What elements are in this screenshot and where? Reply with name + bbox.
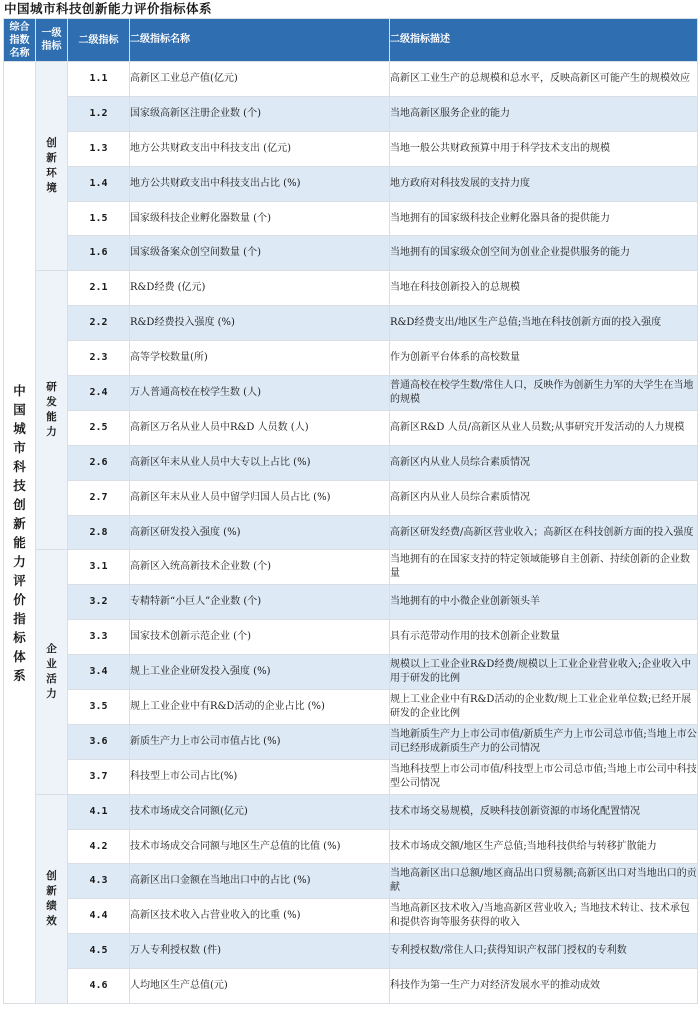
level2-name: 万人专利授权数 (件) [130, 934, 390, 969]
table-row [4, 236, 698, 271]
table-row [4, 480, 698, 515]
level2-name: 高新区出口金额在当地出口中的占比 (%) [130, 864, 390, 899]
level2-code: 4.1 [68, 794, 130, 829]
level2-code: 3.3 [68, 620, 130, 655]
table-row [4, 899, 698, 934]
level2-name: 新质生产力上市公司市值占比 (%) [130, 724, 390, 759]
level2-name: 高新区研发投入强度 (%) [130, 515, 390, 550]
level2-desc: 当地拥有的在国家支持的特定领域能够自主创新、持续创新的企业数量 [390, 550, 698, 585]
level2-name: 规上工业企业中有R&D活动的企业占比 (%) [130, 690, 390, 725]
level2-name: 人均地区生产总值(元) [130, 969, 390, 1004]
composite-index-name: 中国城市科技创新能力评价指标体系 [13, 382, 26, 683]
level1-cell [36, 271, 68, 550]
level2-desc: 当地拥有的国家级科技企业孵化器具备的提供能力 [390, 201, 698, 236]
level2-code: 2.7 [68, 480, 130, 515]
table-row [4, 410, 698, 445]
level2-code: 2.5 [68, 410, 130, 445]
level2-desc: 具有示范带动作用的技术创新企业数量 [390, 620, 698, 655]
level2-desc: 技术市场成交额/地区生产总值;当地科技供给与转移扩散能力 [390, 829, 698, 864]
level2-desc: 高新区内从业人员综合素质情况 [390, 445, 698, 480]
level2-desc: 当地高新区服务企业的能力 [390, 96, 698, 131]
level2-name: R&D经费投入强度 (%) [130, 306, 390, 341]
level2-desc: 规上工业企业中有R&D活动的企业数/规上工业企业单位数;已经开展研发的企业比例 [390, 690, 698, 725]
header-composite-index: 综合指数名称 [4, 19, 36, 62]
page-title: 中国城市科技创新能力评价指标体系 [4, 1, 213, 16]
level2-code: 4.5 [68, 934, 130, 969]
level2-name: 技术市场成交合同额(亿元) [130, 794, 390, 829]
header-level2-code: 二级指标 [68, 19, 130, 62]
table-row [4, 794, 698, 829]
table-row [4, 376, 698, 411]
level2-code: 3.1 [68, 550, 130, 585]
header-level1: 一级指标 [36, 19, 68, 62]
header-level2-name: 二级指标名称 [130, 19, 390, 62]
table-row [4, 969, 698, 1004]
level2-code: 3.5 [68, 690, 130, 725]
table-row [4, 655, 698, 690]
level2-name: 规上工业企业研发投入强度 (%) [130, 655, 390, 690]
level2-name: 高新区技术收入占营业收入的比重 (%) [130, 899, 390, 934]
table-row [4, 445, 698, 480]
level2-name: 专精特新“小巨人”企业数 (个) [130, 585, 390, 620]
level2-desc: 当地拥有的国家级众创空间为创业企业提供服务的能力 [390, 236, 698, 271]
table-row [4, 724, 698, 759]
level2-desc: 当地一般公共财政预算中用于科学技术支出的规模 [390, 131, 698, 166]
level2-code: 1.1 [68, 62, 130, 97]
level2-name: 科技型上市公司占比(%) [130, 759, 390, 794]
level2-code: 2.4 [68, 376, 130, 411]
level2-name: 技术市场成交合同额与地区生产总值的比值 (%) [130, 829, 390, 864]
level2-code: 3.6 [68, 724, 130, 759]
level2-name: 国家级科技企业孵化器数量 (个) [130, 201, 390, 236]
level2-code: 2.8 [68, 515, 130, 550]
level2-name: 地方公共财政支出中科技支出 (亿元) [130, 131, 390, 166]
level2-name: 高新区年末从业人员中大专以上占比 (%) [130, 445, 390, 480]
level2-desc: 专利授权数/常住人口;获得知识产权部门授权的专利数 [390, 934, 698, 969]
level2-code: 4.3 [68, 864, 130, 899]
table-row [4, 585, 698, 620]
level2-code: 4.2 [68, 829, 130, 864]
table-row [4, 759, 698, 794]
level2-code: 1.5 [68, 201, 130, 236]
level2-name: 国家级备案众创空间数量 (个) [130, 236, 390, 271]
table-row [4, 550, 698, 585]
level2-name: 高新区年末从业人员中留学归国人员占比 (%) [130, 480, 390, 515]
table-row [4, 864, 698, 899]
level2-desc: 当地新质生产力上市公司市值/新质生产力上市公司总市值;当地上市公司已经形成新质生产力的公司情况 [390, 724, 698, 759]
level2-desc: 高新区工业生产的总规模和总水平，反映高新区可能产生的规模效应 [390, 62, 698, 97]
level2-code: 1.2 [68, 96, 130, 131]
level2-code: 4.6 [68, 969, 130, 1004]
level2-code: 3.7 [68, 759, 130, 794]
level2-desc: 当地高新区出口总额/地区商品出口贸易额;高新区出口对当地出口的贡献 [390, 864, 698, 899]
level2-code: 2.3 [68, 341, 130, 376]
level2-code: 1.3 [68, 131, 130, 166]
table-row [4, 62, 698, 97]
table-row [4, 934, 698, 969]
level2-code: 2.2 [68, 306, 130, 341]
level2-desc: R&D经费支出/地区生产总值;当地在科技创新方面的投入强度 [390, 306, 698, 341]
level2-desc: 高新区R&D 人员/高新区从业人员数;从事研究开发活动的人力规模 [390, 410, 698, 445]
level2-desc: 当地在科技创新投入的总规模 [390, 271, 698, 306]
level1-name: 企业活力 [46, 643, 57, 701]
level2-desc: 地方政府对科技发展的支持力度 [390, 166, 698, 201]
table-row [4, 131, 698, 166]
level2-desc: 高新区研发经费/高新区营业收入；高新区在科技创新方面的投入强度 [390, 515, 698, 550]
level2-desc: 当地科技型上市公司市值/科技型上市公司总市值;当地上市公司中科技型公司情况 [390, 759, 698, 794]
table-row [4, 515, 698, 550]
level2-name: 高新区万名从业人员中R&D 人员数 (人) [130, 410, 390, 445]
level2-desc: 作为创新平台体系的高校数量 [390, 341, 698, 376]
level2-code: 2.1 [68, 271, 130, 306]
table-row [4, 690, 698, 725]
level1-name: 研发能力 [46, 381, 57, 439]
level2-desc: 普通高校在校学生数/常住人口，反映作为创新生力军的大学生在当地的规模 [390, 376, 698, 411]
level1-name: 创新绩效 [46, 869, 57, 927]
level2-name: R&D经费 (亿元) [130, 271, 390, 306]
level2-code: 3.2 [68, 585, 130, 620]
table-header-row [4, 19, 698, 62]
level1-cell [36, 550, 68, 794]
table-row [4, 829, 698, 864]
table-row [4, 96, 698, 131]
level2-desc: 当地高新区技术收入/当地高新区营业收入; 当地技术转让、技术承包和提供咨询等服务获得的收入 [390, 899, 698, 934]
table-row [4, 201, 698, 236]
table-row [4, 620, 698, 655]
level2-code: 1.6 [68, 236, 130, 271]
level1-cell [36, 62, 68, 271]
level1-name: 创新环境 [46, 137, 57, 195]
level2-code: 3.4 [68, 655, 130, 690]
level2-name: 地方公共财政支出中科技支出占比 (%) [130, 166, 390, 201]
level2-desc: 当地拥有的中小微企业创新领头羊 [390, 585, 698, 620]
table-row [4, 271, 698, 306]
level2-code: 1.4 [68, 166, 130, 201]
level2-name: 高等学校数量(所) [130, 341, 390, 376]
level2-desc: 高新区内从业人员综合素质情况 [390, 480, 698, 515]
table-row [4, 306, 698, 341]
indicator-table [3, 18, 698, 1004]
table-row [4, 166, 698, 201]
level2-name: 国家级高新区注册企业数 (个) [130, 96, 390, 131]
header-level2-desc: 二级指标描述 [390, 19, 698, 62]
level2-code: 4.4 [68, 899, 130, 934]
level2-name: 高新区工业总产值(亿元) [130, 62, 390, 97]
composite-index-cell [4, 62, 36, 1004]
level2-desc: 规模以上工业企业R&D经费/规模以上工业企业营业收入;企业收入中用于研发的比例 [390, 655, 698, 690]
table-row [4, 341, 698, 376]
level2-desc: 科技作为第一生产力对经济发展水平的推动成效 [390, 969, 698, 1004]
level1-cell [36, 794, 68, 1003]
level2-name: 万人普通高校在校学生数 (人) [130, 376, 390, 411]
level2-name: 国家技术创新示范企业 (个) [130, 620, 390, 655]
level2-code: 2.6 [68, 445, 130, 480]
level2-desc: 技术市场交易规模，反映科技创新资源的市场化配置情况 [390, 794, 698, 829]
level2-name: 高新区入统高新技术企业数 (个) [130, 550, 390, 585]
